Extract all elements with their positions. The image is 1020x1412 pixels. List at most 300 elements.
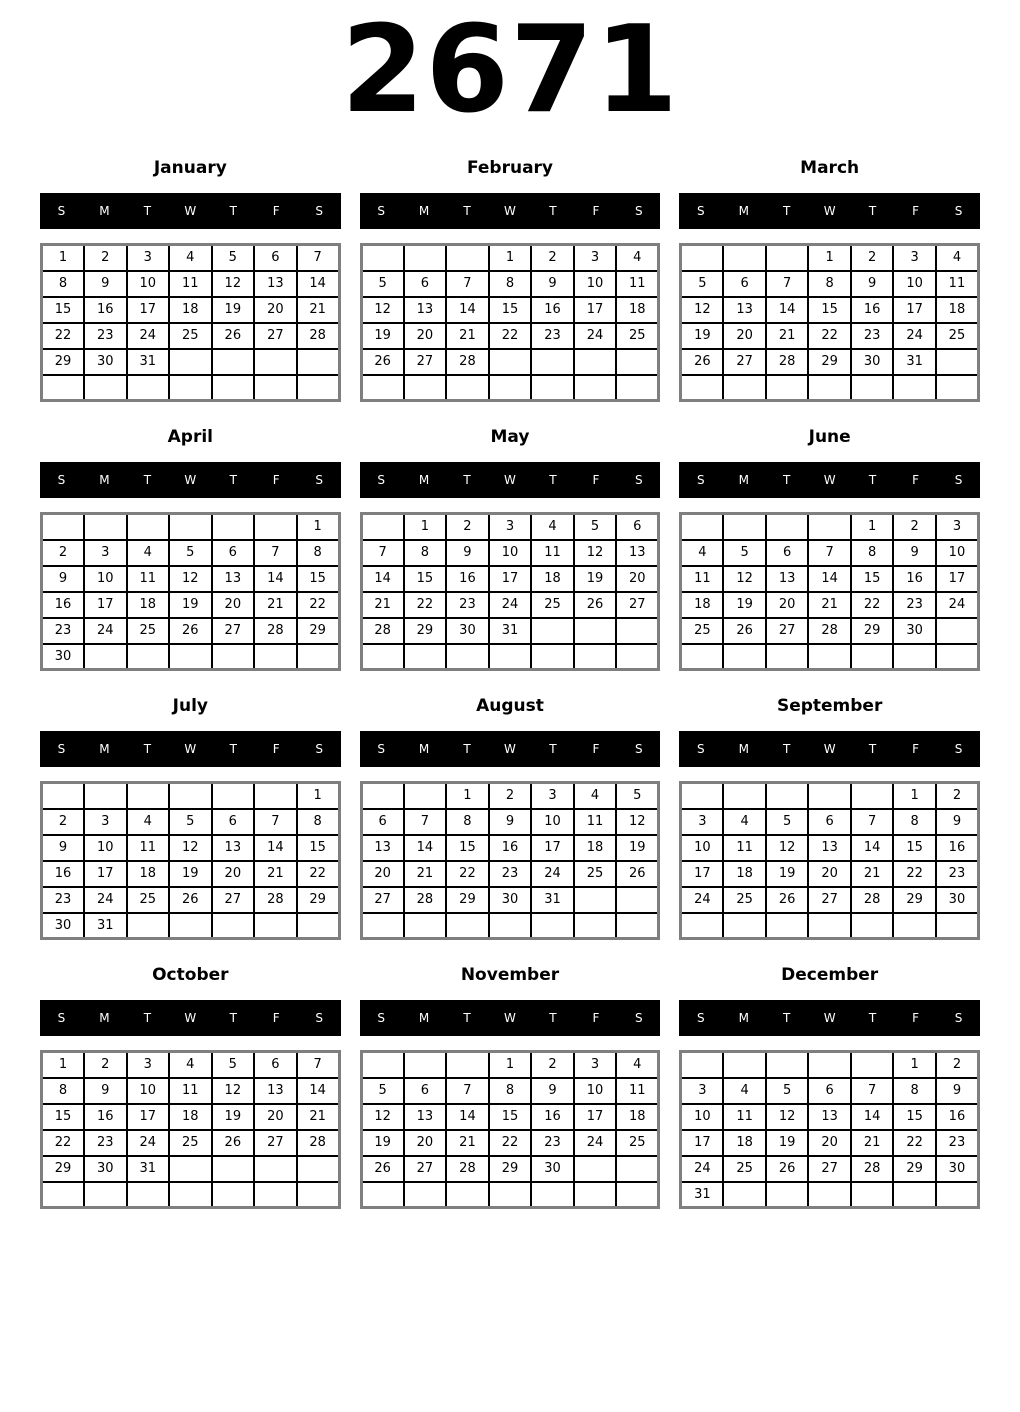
day-cell-empty bbox=[446, 245, 489, 271]
day-cell-empty bbox=[361, 245, 404, 271]
weekday-label: W bbox=[184, 742, 197, 756]
day-cell-empty bbox=[361, 644, 404, 670]
day-cell-empty bbox=[723, 514, 766, 540]
day-cell: 6 bbox=[723, 271, 766, 297]
day-cell: 7 bbox=[446, 1078, 489, 1104]
day-cell: 14 bbox=[808, 566, 851, 592]
day-cell-empty bbox=[808, 1052, 851, 1078]
day-cell: 13 bbox=[404, 297, 447, 323]
weekday-label: F bbox=[912, 742, 919, 756]
day-cell: 29 bbox=[297, 618, 340, 644]
day-cell-empty bbox=[404, 375, 447, 401]
day-cell: 19 bbox=[681, 323, 724, 349]
day-cell: 28 bbox=[361, 618, 404, 644]
day-cell: 20 bbox=[808, 861, 851, 887]
day-cell: 17 bbox=[127, 297, 170, 323]
day-cell: 27 bbox=[616, 592, 659, 618]
weekday-label: T bbox=[229, 473, 237, 487]
day-cell: 25 bbox=[681, 618, 724, 644]
weekday-label: F bbox=[272, 204, 280, 218]
week-row bbox=[681, 271, 979, 297]
day-cell-empty bbox=[936, 618, 979, 644]
day-cell: 25 bbox=[574, 861, 617, 887]
day-cell: 13 bbox=[361, 835, 404, 861]
day-cell: 29 bbox=[404, 618, 447, 644]
day-cell: 25 bbox=[169, 1130, 212, 1156]
day-cell-empty bbox=[766, 1052, 809, 1078]
day-cell-empty bbox=[531, 913, 574, 939]
day-cell: 16 bbox=[489, 835, 532, 861]
day-cell-empty bbox=[169, 514, 212, 540]
day-cell-empty bbox=[212, 1182, 255, 1208]
month-grid-body bbox=[361, 514, 659, 670]
day-cell: 1 bbox=[297, 514, 340, 540]
month-title: August bbox=[476, 696, 544, 716]
day-cell: 14 bbox=[446, 1104, 489, 1130]
day-cell: 15 bbox=[297, 566, 340, 592]
day-cell: 29 bbox=[489, 1156, 532, 1182]
day-cell: 18 bbox=[723, 861, 766, 887]
week-row bbox=[361, 349, 659, 375]
weekday-label: T bbox=[783, 1011, 791, 1025]
weekday-label: S bbox=[315, 473, 323, 487]
day-cell: 3 bbox=[574, 245, 617, 271]
day-cell: 17 bbox=[574, 1104, 617, 1130]
day-cell: 11 bbox=[169, 1078, 212, 1104]
day-cell: 3 bbox=[84, 809, 127, 835]
weekday-label: T bbox=[783, 742, 791, 756]
day-cell: 13 bbox=[616, 540, 659, 566]
day-cell-empty bbox=[404, 245, 447, 271]
day-cell: 29 bbox=[808, 349, 851, 375]
day-cell: 5 bbox=[169, 540, 212, 566]
day-cell: 30 bbox=[84, 349, 127, 375]
week-row bbox=[42, 245, 340, 271]
day-cell-empty bbox=[169, 1182, 212, 1208]
day-cell: 17 bbox=[489, 566, 532, 592]
week-row bbox=[42, 644, 340, 670]
day-cell: 24 bbox=[531, 861, 574, 887]
month-grid bbox=[40, 512, 341, 671]
month-title: September bbox=[776, 696, 883, 716]
day-cell-empty bbox=[446, 1182, 489, 1208]
day-cell: 5 bbox=[212, 245, 255, 271]
day-cell: 7 bbox=[851, 1078, 894, 1104]
day-cell-empty bbox=[212, 913, 255, 939]
day-cell: 14 bbox=[254, 566, 297, 592]
day-cell: 7 bbox=[254, 809, 297, 835]
weekday-header bbox=[40, 193, 341, 229]
day-cell-empty bbox=[893, 913, 936, 939]
day-cell-empty bbox=[851, 1052, 894, 1078]
weekday-label: T bbox=[143, 1011, 152, 1025]
day-cell-empty bbox=[361, 1182, 404, 1208]
day-cell-empty bbox=[681, 1052, 724, 1078]
weekday-label: S bbox=[954, 742, 963, 756]
day-cell: 23 bbox=[446, 592, 489, 618]
week-row bbox=[42, 861, 340, 887]
month-title: November bbox=[460, 965, 560, 985]
day-cell: 19 bbox=[361, 323, 404, 349]
day-cell: 24 bbox=[574, 1130, 617, 1156]
month-march bbox=[679, 156, 980, 402]
weekday-label: W bbox=[184, 1011, 197, 1025]
day-cell: 4 bbox=[127, 540, 170, 566]
day-cell: 24 bbox=[489, 592, 532, 618]
day-cell: 17 bbox=[893, 297, 936, 323]
day-cell-empty bbox=[361, 783, 404, 809]
weekday-label: M bbox=[738, 473, 749, 487]
day-cell: 2 bbox=[531, 245, 574, 271]
day-cell-empty bbox=[723, 783, 766, 809]
weekday-label: S bbox=[57, 473, 66, 487]
day-cell: 14 bbox=[446, 297, 489, 323]
weekday-label: W bbox=[823, 473, 836, 487]
day-cell: 13 bbox=[723, 297, 766, 323]
month-grid-body bbox=[361, 245, 659, 401]
day-cell: 7 bbox=[446, 271, 489, 297]
day-cell-empty bbox=[723, 245, 766, 271]
day-cell: 3 bbox=[127, 245, 170, 271]
week-row bbox=[681, 349, 979, 375]
weekday-label: T bbox=[229, 204, 237, 218]
day-cell: 15 bbox=[893, 835, 936, 861]
day-cell: 25 bbox=[531, 592, 574, 618]
day-cell: 20 bbox=[404, 323, 447, 349]
month-grid bbox=[360, 781, 661, 940]
day-cell-empty bbox=[361, 375, 404, 401]
day-cell: 5 bbox=[681, 271, 724, 297]
day-cell: 12 bbox=[361, 1104, 404, 1130]
week-row bbox=[361, 271, 659, 297]
day-cell-empty bbox=[616, 913, 659, 939]
week-row bbox=[42, 809, 340, 835]
weekday-label: W bbox=[184, 204, 197, 218]
day-cell-empty bbox=[681, 245, 724, 271]
day-cell: 28 bbox=[297, 323, 340, 349]
day-cell: 18 bbox=[531, 566, 574, 592]
week-row bbox=[681, 1182, 979, 1208]
day-cell: 13 bbox=[808, 835, 851, 861]
day-cell-empty bbox=[936, 375, 979, 401]
month-november bbox=[360, 963, 661, 1209]
day-cell: 2 bbox=[84, 1052, 127, 1078]
day-cell: 26 bbox=[361, 1156, 404, 1182]
day-cell: 8 bbox=[42, 271, 85, 297]
day-cell: 24 bbox=[84, 887, 127, 913]
day-cell: 23 bbox=[84, 1130, 127, 1156]
day-cell: 12 bbox=[681, 297, 724, 323]
weekday-label: T bbox=[549, 204, 557, 218]
day-cell: 5 bbox=[361, 271, 404, 297]
week-row bbox=[42, 271, 340, 297]
day-cell: 8 bbox=[404, 540, 447, 566]
day-cell: 29 bbox=[893, 887, 936, 913]
week-row bbox=[361, 644, 659, 670]
day-cell-empty bbox=[766, 375, 809, 401]
day-cell: 11 bbox=[531, 540, 574, 566]
day-cell: 20 bbox=[766, 592, 809, 618]
day-cell: 29 bbox=[297, 887, 340, 913]
weekday-label: T bbox=[549, 473, 557, 487]
month-title: April bbox=[167, 427, 214, 447]
weekday-label: S bbox=[696, 204, 705, 218]
day-cell-empty bbox=[169, 1156, 212, 1182]
weekday-label: T bbox=[229, 742, 237, 756]
weekday-header bbox=[679, 1000, 980, 1036]
day-cell: 26 bbox=[574, 592, 617, 618]
day-cell-empty bbox=[169, 913, 212, 939]
day-cell-empty bbox=[446, 375, 489, 401]
day-cell: 24 bbox=[127, 323, 170, 349]
week-row bbox=[361, 514, 659, 540]
weekday-label: F bbox=[272, 473, 280, 487]
day-cell: 12 bbox=[574, 540, 617, 566]
day-cell: 5 bbox=[766, 1078, 809, 1104]
day-cell: 28 bbox=[404, 887, 447, 913]
day-cell-empty bbox=[84, 375, 127, 401]
weekday-label: S bbox=[315, 204, 323, 218]
day-cell: 16 bbox=[531, 1104, 574, 1130]
day-cell: 27 bbox=[212, 887, 255, 913]
month-title: July bbox=[172, 696, 208, 716]
day-cell: 6 bbox=[212, 540, 255, 566]
day-cell: 2 bbox=[936, 783, 979, 809]
day-cell: 20 bbox=[404, 1130, 447, 1156]
day-cell: 28 bbox=[254, 618, 297, 644]
week-row bbox=[361, 1182, 659, 1208]
day-cell-empty bbox=[531, 618, 574, 644]
day-cell: 26 bbox=[681, 349, 724, 375]
day-cell: 22 bbox=[42, 1130, 85, 1156]
week-row bbox=[42, 566, 340, 592]
day-cell: 7 bbox=[851, 809, 894, 835]
day-cell: 31 bbox=[127, 349, 170, 375]
day-cell: 8 bbox=[489, 271, 532, 297]
day-cell: 27 bbox=[808, 1156, 851, 1182]
day-cell-empty bbox=[404, 1052, 447, 1078]
day-cell-empty bbox=[169, 375, 212, 401]
day-cell-empty bbox=[212, 783, 255, 809]
day-cell: 12 bbox=[361, 297, 404, 323]
day-cell-empty bbox=[297, 349, 340, 375]
day-cell: 28 bbox=[297, 1130, 340, 1156]
day-cell-empty bbox=[681, 913, 724, 939]
day-cell-empty bbox=[254, 375, 297, 401]
day-cell: 21 bbox=[808, 592, 851, 618]
day-cell: 21 bbox=[254, 592, 297, 618]
weekday-label: M bbox=[418, 1011, 430, 1025]
day-cell: 19 bbox=[766, 861, 809, 887]
month-grid-body bbox=[681, 1052, 979, 1208]
weekday-header bbox=[40, 1000, 341, 1036]
day-cell: 19 bbox=[212, 297, 255, 323]
weekday-label: S bbox=[315, 1011, 323, 1025]
day-cell: 21 bbox=[297, 297, 340, 323]
day-cell-empty bbox=[616, 618, 659, 644]
weekday-label: M bbox=[738, 742, 749, 756]
week-row bbox=[361, 618, 659, 644]
day-cell: 2 bbox=[489, 783, 532, 809]
week-row bbox=[361, 913, 659, 939]
weekday-header bbox=[360, 193, 661, 229]
day-cell: 22 bbox=[297, 861, 340, 887]
day-cell-empty bbox=[297, 1156, 340, 1182]
day-cell: 21 bbox=[254, 861, 297, 887]
day-cell: 2 bbox=[84, 245, 127, 271]
day-cell: 26 bbox=[212, 323, 255, 349]
weekday-label: M bbox=[738, 1011, 749, 1025]
week-row bbox=[361, 1052, 659, 1078]
weekday-label: T bbox=[783, 473, 791, 487]
day-cell: 10 bbox=[681, 1104, 724, 1130]
day-cell: 31 bbox=[127, 1156, 170, 1182]
day-cell: 20 bbox=[254, 1104, 297, 1130]
day-cell: 27 bbox=[404, 1156, 447, 1182]
day-cell-empty bbox=[254, 913, 297, 939]
weekday-label: F bbox=[592, 473, 600, 487]
weekday-label: W bbox=[504, 742, 516, 756]
week-row bbox=[681, 1130, 979, 1156]
month-july bbox=[40, 694, 341, 940]
day-cell: 15 bbox=[893, 1104, 936, 1130]
day-cell-empty bbox=[681, 375, 724, 401]
day-cell: 30 bbox=[84, 1156, 127, 1182]
week-row bbox=[681, 375, 979, 401]
weekday-label: F bbox=[592, 742, 600, 756]
day-cell-empty bbox=[169, 349, 212, 375]
day-cell: 19 bbox=[169, 592, 212, 618]
weekday-label: S bbox=[57, 204, 66, 218]
weekday-label: W bbox=[504, 204, 516, 218]
weekday-label: T bbox=[143, 473, 152, 487]
day-cell: 25 bbox=[616, 323, 659, 349]
day-cell-empty bbox=[936, 1182, 979, 1208]
day-cell: 21 bbox=[851, 861, 894, 887]
day-cell-empty bbox=[446, 913, 489, 939]
day-cell: 14 bbox=[851, 1104, 894, 1130]
day-cell: 16 bbox=[531, 297, 574, 323]
day-cell: 1 bbox=[851, 514, 894, 540]
day-cell: 30 bbox=[531, 1156, 574, 1182]
weekday-label: S bbox=[377, 473, 385, 487]
day-cell: 16 bbox=[446, 566, 489, 592]
day-cell: 4 bbox=[169, 245, 212, 271]
day-cell: 24 bbox=[127, 1130, 170, 1156]
day-cell: 3 bbox=[574, 1052, 617, 1078]
weekday-label: S bbox=[57, 1011, 66, 1025]
day-cell: 28 bbox=[446, 1156, 489, 1182]
week-row bbox=[42, 1182, 340, 1208]
day-cell: 10 bbox=[127, 271, 170, 297]
day-cell: 16 bbox=[893, 566, 936, 592]
weekday-label: M bbox=[99, 1011, 110, 1025]
day-cell: 23 bbox=[936, 1130, 979, 1156]
day-cell: 7 bbox=[254, 540, 297, 566]
day-cell: 19 bbox=[169, 861, 212, 887]
weekday-label: W bbox=[184, 473, 197, 487]
day-cell-empty bbox=[254, 783, 297, 809]
weekday-label: T bbox=[463, 1011, 471, 1025]
day-cell: 28 bbox=[808, 618, 851, 644]
week-row bbox=[361, 887, 659, 913]
day-cell: 9 bbox=[531, 271, 574, 297]
day-cell: 27 bbox=[361, 887, 404, 913]
day-cell-empty bbox=[574, 913, 617, 939]
day-cell: 9 bbox=[936, 809, 979, 835]
day-cell: 10 bbox=[893, 271, 936, 297]
day-cell: 9 bbox=[42, 566, 85, 592]
day-cell: 18 bbox=[616, 297, 659, 323]
day-cell-empty bbox=[127, 375, 170, 401]
day-cell-empty bbox=[616, 644, 659, 670]
day-cell: 21 bbox=[851, 1130, 894, 1156]
month-grid-body bbox=[681, 783, 979, 939]
day-cell-empty bbox=[254, 514, 297, 540]
day-cell: 1 bbox=[489, 245, 532, 271]
day-cell-empty bbox=[616, 887, 659, 913]
week-row bbox=[681, 644, 979, 670]
day-cell: 25 bbox=[616, 1130, 659, 1156]
day-cell-empty bbox=[42, 783, 85, 809]
week-row bbox=[361, 1078, 659, 1104]
day-cell: 27 bbox=[254, 1130, 297, 1156]
day-cell: 3 bbox=[681, 1078, 724, 1104]
day-cell: 5 bbox=[723, 540, 766, 566]
day-cell: 16 bbox=[936, 835, 979, 861]
day-cell: 29 bbox=[851, 618, 894, 644]
day-cell: 20 bbox=[254, 297, 297, 323]
month-grid bbox=[679, 1050, 980, 1209]
month-april bbox=[40, 425, 341, 671]
day-cell: 23 bbox=[531, 323, 574, 349]
day-cell: 12 bbox=[723, 566, 766, 592]
day-cell: 22 bbox=[489, 323, 532, 349]
weekday-label: M bbox=[738, 204, 749, 218]
week-row bbox=[681, 1078, 979, 1104]
day-cell-empty bbox=[404, 783, 447, 809]
weekday-header bbox=[360, 462, 661, 498]
day-cell: 22 bbox=[446, 861, 489, 887]
day-cell: 26 bbox=[361, 349, 404, 375]
day-cell: 7 bbox=[361, 540, 404, 566]
day-cell-empty bbox=[169, 644, 212, 670]
weekday-label: S bbox=[377, 204, 385, 218]
day-cell: 30 bbox=[893, 618, 936, 644]
day-cell: 11 bbox=[616, 1078, 659, 1104]
day-cell: 14 bbox=[254, 835, 297, 861]
day-cell: 29 bbox=[446, 887, 489, 913]
day-cell: 3 bbox=[489, 514, 532, 540]
day-cell: 1 bbox=[42, 1052, 85, 1078]
day-cell: 15 bbox=[489, 297, 532, 323]
day-cell: 16 bbox=[42, 861, 85, 887]
day-cell: 5 bbox=[616, 783, 659, 809]
day-cell-empty bbox=[766, 913, 809, 939]
day-cell: 6 bbox=[212, 809, 255, 835]
day-cell: 12 bbox=[169, 835, 212, 861]
day-cell: 19 bbox=[361, 1130, 404, 1156]
day-cell: 14 bbox=[404, 835, 447, 861]
day-cell-empty bbox=[254, 1156, 297, 1182]
day-cell: 24 bbox=[681, 887, 724, 913]
month-february bbox=[360, 156, 661, 402]
day-cell: 23 bbox=[531, 1130, 574, 1156]
day-cell: 31 bbox=[84, 913, 127, 939]
day-cell: 13 bbox=[808, 1104, 851, 1130]
day-cell: 8 bbox=[42, 1078, 85, 1104]
week-row bbox=[681, 887, 979, 913]
